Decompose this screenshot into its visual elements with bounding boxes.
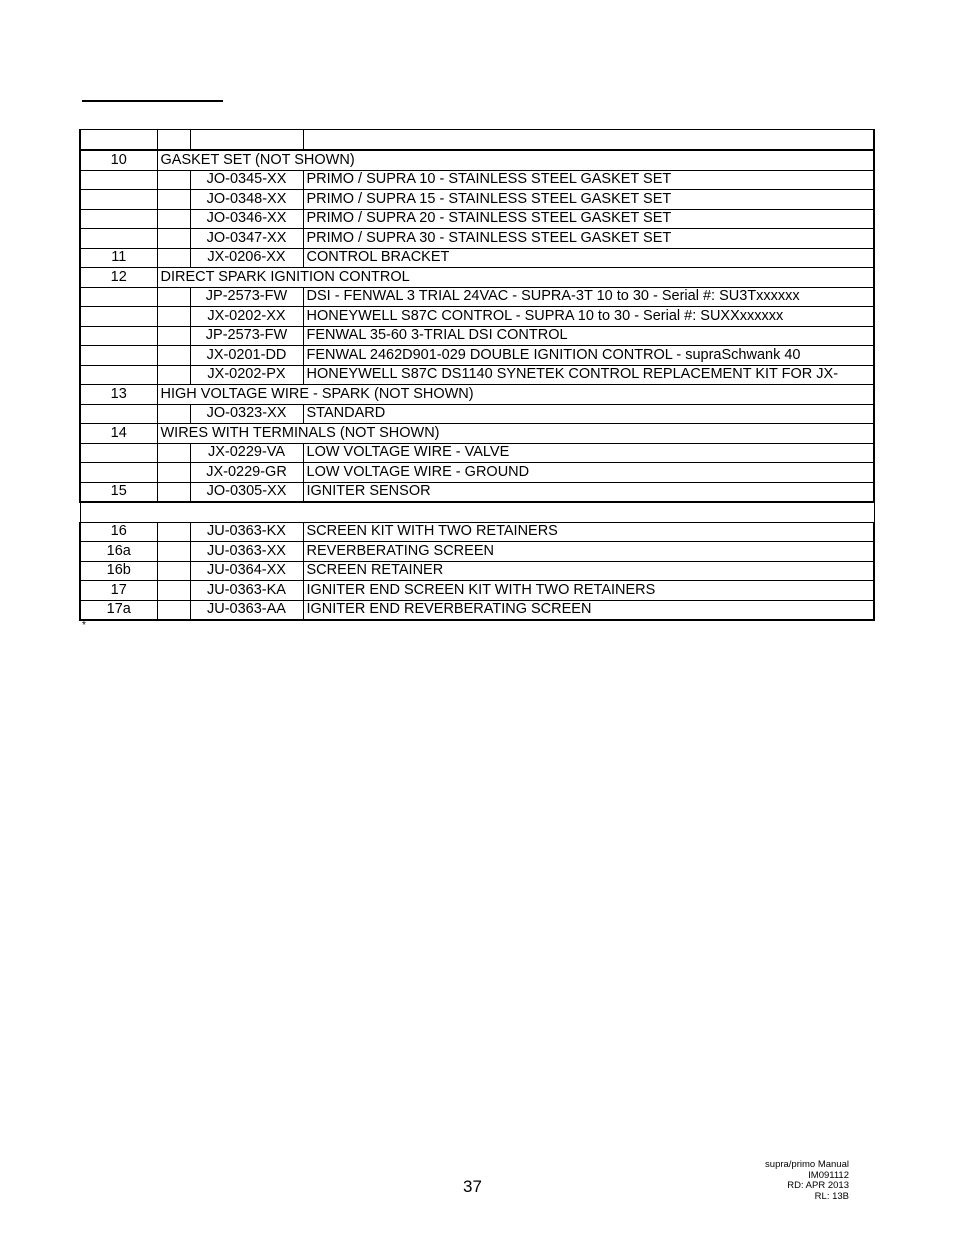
part-number-cell: JX-0229-GR <box>190 463 303 483</box>
part-number-cell: JX-0229-VA <box>190 443 303 463</box>
table-row <box>80 404 874 424</box>
description-cell: PRIMO / SUPRA 30 - STAINLESS STEEL GASKET SET <box>303 229 874 249</box>
item-number-cell: 17a <box>80 600 157 620</box>
header-part <box>190 130 303 151</box>
table-header-row <box>80 130 874 151</box>
separator-row <box>80 502 874 522</box>
quantity-cell <box>157 229 190 249</box>
table-row <box>80 365 874 385</box>
item-number-cell <box>80 463 157 483</box>
item-number-cell <box>80 404 157 424</box>
description-cell: IGNITER END REVERBERATING SCREEN <box>303 600 874 620</box>
table-row <box>80 561 874 581</box>
part-number-cell: JX-0202-XX <box>190 307 303 327</box>
part-number-cell: JU-0364-XX <box>190 561 303 581</box>
description-cell: PRIMO / SUPRA 10 - STAINLESS STEEL GASKET SET <box>303 170 874 190</box>
table-row <box>80 190 874 210</box>
footnote: * <box>82 620 86 631</box>
quantity-cell <box>157 248 190 268</box>
part-number-cell: JO-0347-XX <box>190 229 303 249</box>
quantity-cell <box>157 170 190 190</box>
table-row <box>80 385 874 405</box>
item-number-cell <box>80 209 157 229</box>
item-number-cell <box>80 326 157 346</box>
quantity-cell <box>157 365 190 385</box>
description-cell: IGNITER END SCREEN KIT WITH TWO RETAINERS <box>303 581 874 601</box>
table-row <box>80 326 874 346</box>
table-row <box>80 287 874 307</box>
quantity-cell <box>157 190 190 210</box>
description-cell: PRIMO / SUPRA 15 - STAINLESS STEEL GASKET SET <box>303 190 874 210</box>
table-row <box>80 581 874 601</box>
table-row <box>80 209 874 229</box>
group-heading-cell: DIRECT SPARK IGNITION CONTROL <box>157 268 874 288</box>
release-level: RL: 13B <box>814 1190 849 1202</box>
quantity-cell <box>157 346 190 366</box>
quantity-cell <box>157 209 190 229</box>
quantity-cell <box>157 443 190 463</box>
quantity-cell <box>157 404 190 424</box>
table-row <box>80 150 874 170</box>
part-number-cell: JU-0363-AA <box>190 600 303 620</box>
header-description <box>303 130 874 151</box>
parts-table-body <box>80 130 874 621</box>
separator-cell <box>80 502 874 522</box>
quantity-cell <box>157 581 190 601</box>
item-number-cell <box>80 365 157 385</box>
quantity-cell <box>157 307 190 327</box>
group-heading-cell: HIGH VOLTAGE WIRE - SPARK (NOT SHOWN) <box>157 385 874 405</box>
quantity-cell <box>157 482 190 502</box>
item-number-cell: 13 <box>80 385 157 405</box>
description-cell: DSI - FENWAL 3 TRIAL 24VAC - SUPRA-3T 10 to 30 - Serial #: SU3Txxxxxx <box>303 287 874 307</box>
table-row <box>80 268 874 288</box>
part-number-cell: JP-2573-FW <box>190 287 303 307</box>
table-row <box>80 346 874 366</box>
item-number-cell <box>80 287 157 307</box>
page-number: 37 <box>463 1177 482 1196</box>
part-number-cell: JX-0201-DD <box>190 346 303 366</box>
group-heading-cell: WIRES WITH TERMINALS (NOT SHOWN) <box>157 424 874 444</box>
item-number-cell: 12 <box>80 268 157 288</box>
quantity-cell <box>157 542 190 562</box>
header-qty <box>157 130 190 151</box>
part-number-cell: JU-0363-KA <box>190 581 303 601</box>
item-number-cell: 16a <box>80 542 157 562</box>
description-cell: SCREEN KIT WITH TWO RETAINERS <box>303 522 874 542</box>
item-number-cell <box>80 443 157 463</box>
table-row <box>80 424 874 444</box>
part-number-cell: JU-0363-XX <box>190 542 303 562</box>
item-number-cell: 16b <box>80 561 157 581</box>
part-number-cell: JO-0305-XX <box>190 482 303 502</box>
part-number-cell: JO-0346-XX <box>190 209 303 229</box>
table-row <box>80 542 874 562</box>
part-number-cell: JU-0363-KX <box>190 522 303 542</box>
document-info <box>765 1160 849 1202</box>
item-number-cell: 14 <box>80 424 157 444</box>
table-row <box>80 482 874 502</box>
section-title-underline <box>82 100 223 102</box>
item-number-cell <box>80 190 157 210</box>
part-number-cell: JO-0345-XX <box>190 170 303 190</box>
table-row <box>80 463 874 483</box>
header-item <box>80 130 157 151</box>
description-cell: FENWAL 2462D901-029 DOUBLE IGNITION CONTROL - supraSchwank 40 <box>303 346 874 366</box>
item-number-cell <box>80 170 157 190</box>
quantity-cell <box>157 326 190 346</box>
table-row <box>80 170 874 190</box>
description-cell: FENWAL 35-60 3-TRIAL DSI CONTROL <box>303 326 874 346</box>
part-number-cell: JX-0202-PX <box>190 365 303 385</box>
quantity-cell <box>157 287 190 307</box>
item-number-cell <box>80 307 157 327</box>
part-number-cell: JO-0348-XX <box>190 190 303 210</box>
item-number-cell: 16 <box>80 522 157 542</box>
quantity-cell <box>157 463 190 483</box>
revision-date: RD: APR 2013 <box>787 1180 849 1191</box>
item-number-cell: 15 <box>80 482 157 502</box>
quantity-cell <box>157 561 190 581</box>
description-cell: IGNITER SENSOR <box>303 482 874 502</box>
description-cell: LOW VOLTAGE WIRE - VALVE <box>303 443 874 463</box>
description-cell: REVERBERATING SCREEN <box>303 542 874 562</box>
parts-table <box>79 129 875 621</box>
description-cell: SCREEN RETAINER <box>303 561 874 581</box>
description-cell: PRIMO / SUPRA 20 - STAINLESS STEEL GASKET SET <box>303 209 874 229</box>
description-cell: LOW VOLTAGE WIRE - GROUND <box>303 463 874 483</box>
table-row <box>80 443 874 463</box>
manual-name: supra/primo Manual <box>765 1159 849 1170</box>
item-number-cell: 11 <box>80 248 157 268</box>
part-number-cell: JO-0323-XX <box>190 404 303 424</box>
item-number-cell: 17 <box>80 581 157 601</box>
description-cell: HONEYWELL S87C DS1140 SYNETEK CONTROL REPLACEMENT KIT FOR JX- <box>303 365 874 385</box>
part-number-cell: JP-2573-FW <box>190 326 303 346</box>
quantity-cell <box>157 600 190 620</box>
item-number-cell <box>80 229 157 249</box>
table-row <box>80 229 874 249</box>
part-number-cell: JX-0206-XX <box>190 248 303 268</box>
description-cell: HONEYWELL S87C CONTROL - SUPRA 10 to 30 - Serial #: SUXXxxxxxx <box>303 307 874 327</box>
item-number-cell: 10 <box>80 150 157 170</box>
group-heading-cell: GASKET SET (NOT SHOWN) <box>157 150 874 170</box>
description-cell: STANDARD <box>303 404 874 424</box>
quantity-cell <box>157 522 190 542</box>
table-row <box>80 600 874 620</box>
table-row <box>80 307 874 327</box>
table-row <box>80 248 874 268</box>
description-cell: CONTROL BRACKET <box>303 248 874 268</box>
item-number-cell <box>80 346 157 366</box>
table-row <box>80 522 874 542</box>
document-id: IM091112 <box>808 1169 849 1181</box>
